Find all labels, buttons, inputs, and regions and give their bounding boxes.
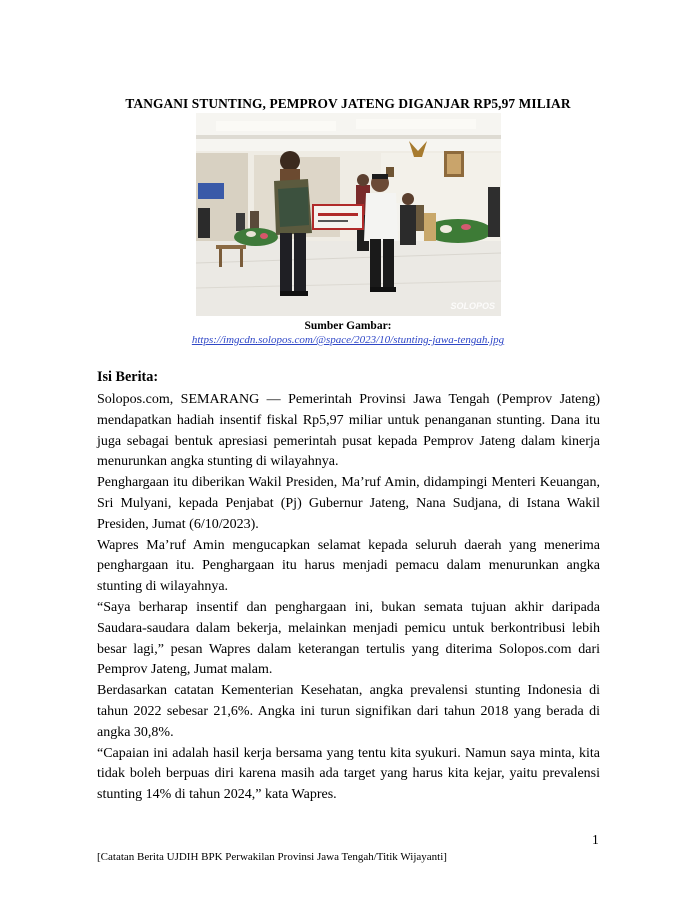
article-body <box>97 390 600 806</box>
paragraph: “Saya berharap insentif dan penghargaan ini, bukan semata tujuan akhir daripada Saudara-saudara dalam bekerja, melainkan menjadi pemicu untuk berkontribusi lebih besar lagi,” pesan Wapres dalam keterangan tertulis yang diterima Solopos.com dari Pemprov Jateng, Jumat malam. <box>97 599 600 678</box>
photo-watermark: SOLOPOS <box>450 301 495 311</box>
page-footer: [Catatan Berita UJDIH BPK Perwakilan Provinsi Jawa Tengah/Titik Wijayanti] <box>97 851 447 863</box>
article-title: TANGANI STUNTING, PEMPROV JATENG DIGANJAR RP5,97 MILIAR <box>125 96 571 111</box>
paragraph: Wapres Ma’ruf Amin mengucapkan selamat kepada seluruh daerah yang menerima penghargaan itu. Penghargaan itu harus menjadi pemacu dalam menurunkan angka stunting di wilayahnya. <box>97 537 600 595</box>
section-heading: Isi Berita: <box>97 369 159 385</box>
paragraph: “Capaian ini adalah hasil kerja bersama yang tentu kita syukuri. Namun saya minta, kita tidak boleh berpuas diri karena masih ada target yang harus kita kejar, yaitu prevalensi stunting 14% di tahun 2024,” kata Wapres. <box>97 745 600 803</box>
page-number: 1 <box>592 832 599 847</box>
paragraph: Berdasarkan catatan Kementerian Kesehatan, angka prevalensi stunting Indonesia di tahun 2022 sebesar 21,6%. Angka ini turun signifikan dari tahun 2018 yang berada di angka 30,8%. <box>97 683 600 740</box>
news-photo <box>196 113 501 316</box>
paragraph: Penghargaan itu diberikan Wakil Presiden, Ma’ruf Amin, didampingi Menteri Keuangan, Sri Mulyani, kepada Penjabat (Pj) Gubernur Jateng, Nana Sudjana, di Istana Wakil Presiden, Jumat (6/10/2023). <box>97 475 600 532</box>
image-caption-label: Sumber Gambar: <box>304 320 392 332</box>
image-source-link[interactable]: https://imgcdn.solopos.com/@space/2023/10/stunting-jawa-tengah.jpg <box>191 334 505 346</box>
paragraph: Solopos.com, SEMARANG — Pemerintah Provinsi Jawa Tengah (Pemprov Jateng) mendapatkan hadiah insentif fiskal Rp5,97 miliar untuk penanganan stunting. Dana itu juga sebagai bentuk apresiasi pemerintah pusat kepada Pemprov Jateng dalam kinerja menurunkan angka stunting di wilayahnya. <box>97 392 600 470</box>
